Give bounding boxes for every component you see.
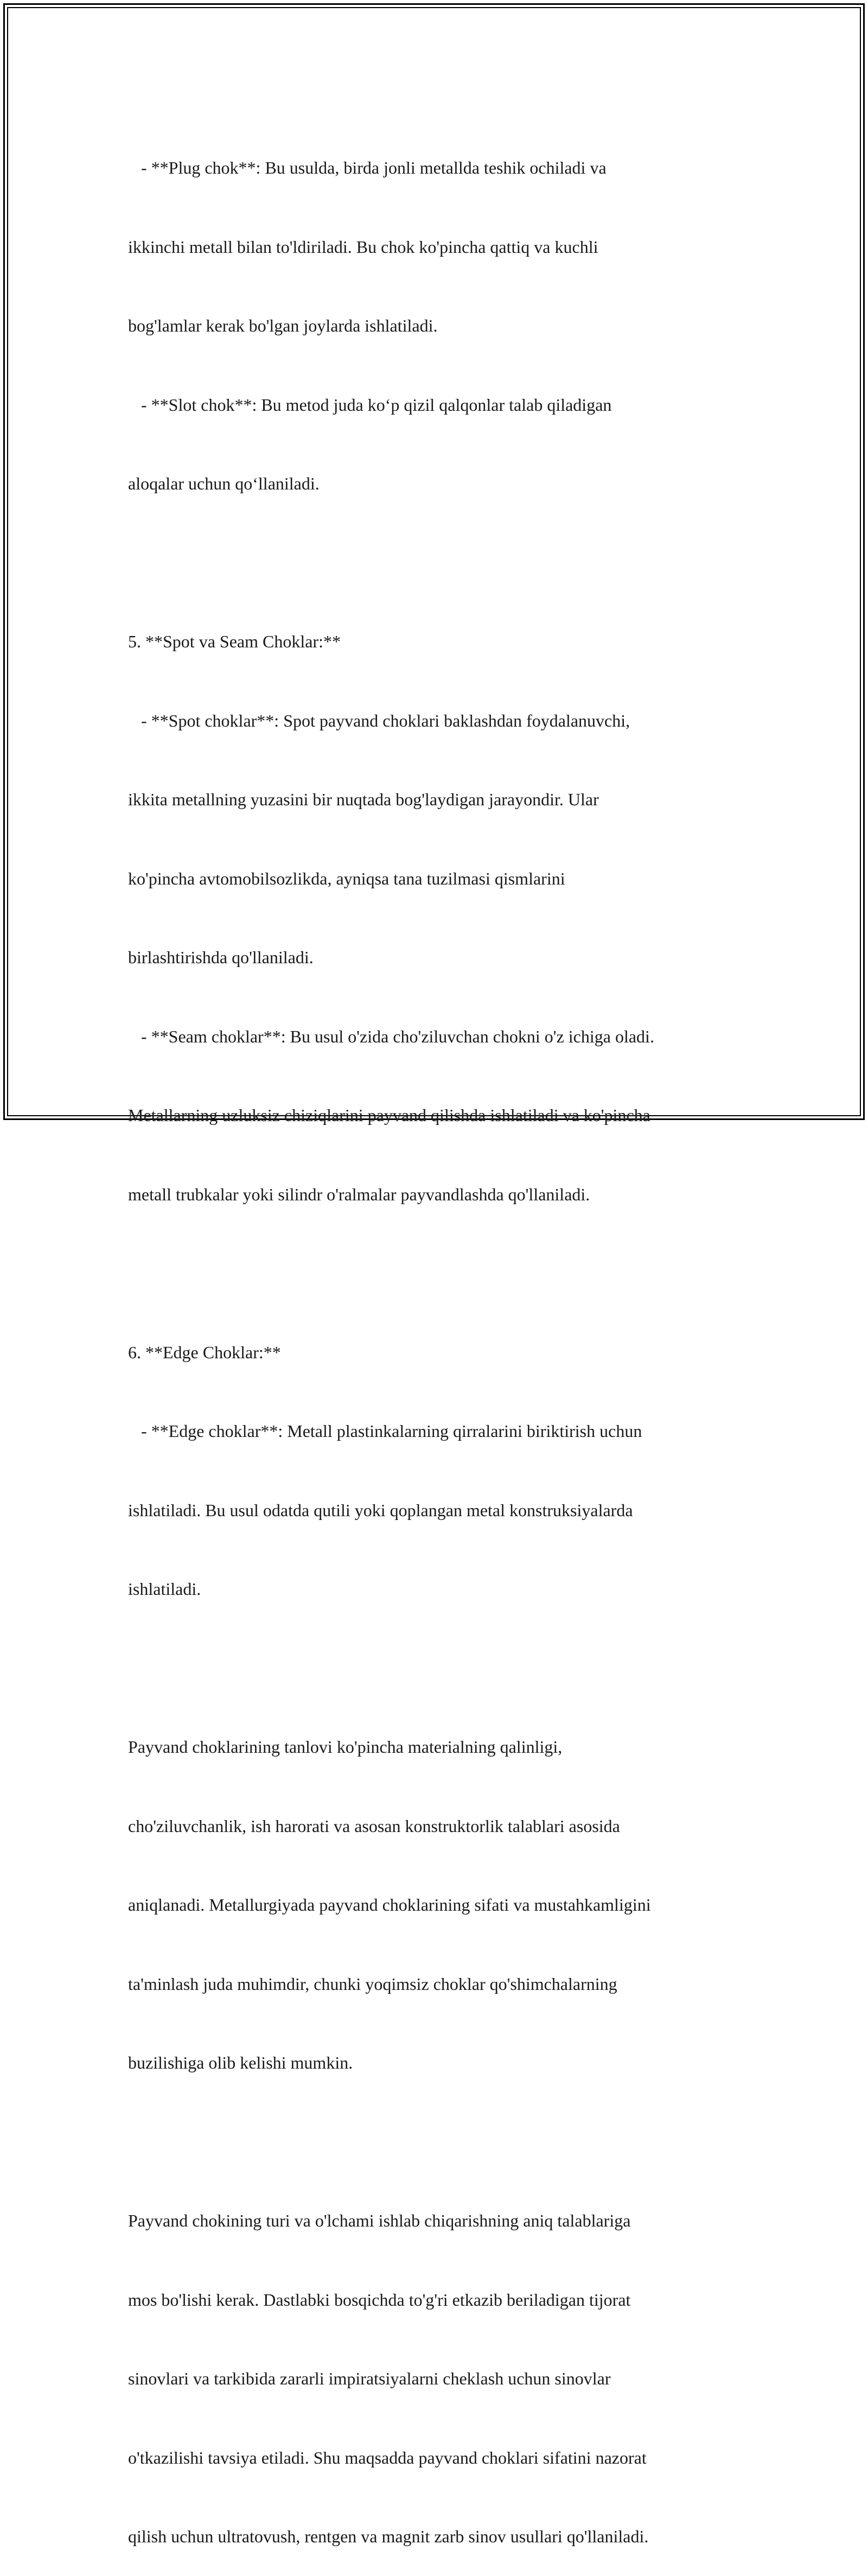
paragraph-line: aniqlanadi. Metallurgiyada payvand choklarining sifati va mustahkamligini xyxy=(128,1895,651,1914)
paragraph-line: qilish uchun ultratovush, rentgen va magnit zarb sinov usullari qo'llaniladi. xyxy=(128,2527,649,2546)
paragraph-line: o'tkazilishi tavsiya etiladi. Shu maqsadda payvand choklari sifatini nazorat xyxy=(128,2447,647,2467)
text-line: aloqalar uchun qo‘llaniladi. xyxy=(128,474,320,493)
paragraph-line: Payvand choklarining tanlovi ko'pincha materialning qalinligi, xyxy=(128,1737,563,1757)
text-line: ikkita metallning yuzasini bir nuqtada bog'laydigan jarayondir. Ular xyxy=(128,790,599,809)
paragraph-line: Payvand chokining turi va o'lchami ishlab chiqarishning aniq talablariga xyxy=(128,2211,631,2230)
text-line: bog'lamlar kerak bo'lgan joylarda ishlatiladi. xyxy=(128,316,438,335)
text-line: birlashtirishda qo'llaniladi. xyxy=(128,947,314,967)
text-line: ko'pincha avtomobilsozlikda, ayniqsa tana tuzilmasi qismlarini xyxy=(128,868,565,888)
text-line: ikkinchi metall bilan to'ldiriladi. Bu chok ko'pincha qattiq va kuchli xyxy=(128,237,598,257)
text-line: - **Slot chok**: Bu metod juda ko‘p qizil qalqonlar talab qiladigan xyxy=(128,395,612,415)
paragraph-line: mos bo'lishi kerak. Dastlabki bosqichda to'g'ri etkazib beriladigan tijorat xyxy=(128,2289,631,2310)
text-line: - **Edge choklar**: Metall plastinkalarning qirralarini biriktirish uchun xyxy=(128,1421,642,1441)
section-heading: 6. **Edge Choklar:** xyxy=(128,1342,281,1362)
paragraph-line: buzilishiga olib kelishi mumkin. xyxy=(128,2053,353,2072)
paragraph-line: ta'minlash juda muhimdir, chunki yoqimsiz choklar qo'shimchalarning xyxy=(128,1974,617,1994)
blank-line xyxy=(128,2129,746,2155)
text-line: metall trubkalar yoki silindr o'ralmalar payvandlashda qo'llaniladi. xyxy=(128,1184,590,1204)
text-line: - **Spot choklar**: Spot payvand choklari baklashdan foydalanuvchi, xyxy=(128,710,630,730)
text-line: ishlatiladi. xyxy=(128,1579,201,1599)
text-line: - **Seam choklar**: Bu usul o'zida cho'ziluvchan chokni o'z ichiga oladi. xyxy=(128,1026,654,1046)
blank-line xyxy=(128,1260,746,1287)
blank-line xyxy=(128,1655,746,1682)
blank-line xyxy=(128,550,746,576)
paragraph-line: cho'ziluvchanlik, ish harorati va asosan konstruktorlik talablari asosida xyxy=(128,1816,620,1836)
text-line: - **Plug chok**: Bu usulda, birda jonli metallda teshik ochiladi va xyxy=(128,158,607,177)
section-heading: 5. **Spot va Seam Choklar:** xyxy=(128,632,341,651)
text-line: Metallarning uzluksiz chiziqlarini payvand qilishda ishlatiladi va ko'pincha xyxy=(128,1105,650,1125)
document-body xyxy=(128,102,746,2576)
paragraph-line: sinovlari va tarkibida zararli impiratsiyalarni cheklash uchun sinovlar xyxy=(128,2369,611,2388)
text-line: ishlatiladi. Bu usul odatda qutili yoki qoplangan metal konstruksiyalarda xyxy=(128,1500,633,1520)
